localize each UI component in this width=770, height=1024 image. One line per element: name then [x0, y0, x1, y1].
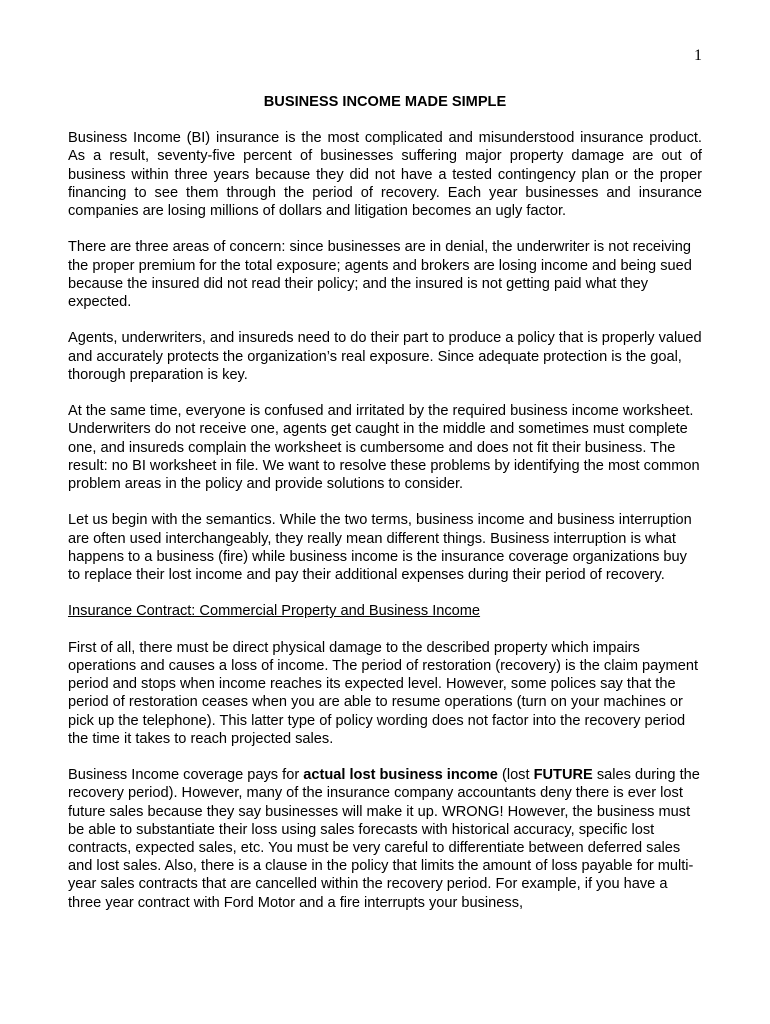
page-number: 1 — [694, 47, 702, 64]
coverage-text-2: (lost — [497, 767, 534, 784]
paragraph-areas-of-concern: There are three areas of concern: since businesses are in denial, the underwriter is not receiving the proper premium for the total exposure; agents and brokers are losing income and being sued because the insured did not read their policy; and the insured is not getting paid what they expected. — [68, 239, 692, 311]
document-title: BUSINESS INCOME MADE SIMPLE — [263, 94, 507, 110]
coverage-text-3: sales during the recovery period). However, many of the insurance company accountants deny there is ever lost future sales because they say businesses will make it up. WRONG! However, the business must be able to substantiate their loss using sales forecasts with historical accuracy, specific lost contracts, expected sales, etc. You must be very careful to differentiate between deferred sales and lost sales. Also, there is a clause in the policy that limits the amount of loss payable for multi-year sales contracts that are cancelled within the recovery period. For example, if you have a three year contract with Ford Motor and a fire interrupts your business, — [68, 767, 700, 911]
paragraph-worksheet: At the same time, everyone is confused and irritated by the required business income worksheet. Underwriters do not receive one, agents get caught in the middle and sometimes must complete one, and insureds complain the worksheet is cumbersome and does not fit their business. The result: no BI worksheet in file. We want to resolve these problems by identifying the most common problem areas in the policy and provide solutions to consider. — [68, 403, 700, 493]
paragraph-semantics: Let us begin with the semantics. While the two terms, business income and business interruption are often used interchangeably, they really mean different things. Business interruption is what happens to a business (fire) while business income is the insurance coverage organizations buy to replace their lost income and pay their additional expenses during their period of recovery. — [68, 512, 692, 584]
coverage-text-1: Business Income coverage pays for — [68, 767, 304, 784]
section-heading-insurance-contract: Insurance Contract: Commercial Property and Business Income — [68, 603, 481, 620]
paragraph-physical-damage: First of all, there must be direct physical damage to the described property which impairs operations and causes a loss of income. The period of restoration (recovery) is the claim payment period and stops when income reaches its expected level. However, some polices say that the period of restoration ceases when you are able to resume operations (turn on your machines or pick up the telephone). This latter type of policy wording does not factor into the recovery period the time it takes to reach projected sales. — [68, 639, 699, 747]
document-body — [68, 93, 702, 930]
paragraph-agents-underwriters: Agents, underwriters, and insureds need to do their part to produce a policy that is properly valued and accurately protects the organization’s real exposure. Since adequate protection is the goal, thorough preparation is key. — [68, 330, 702, 383]
coverage-bold-future: FUTURE — [533, 767, 593, 784]
coverage-bold-actual-lost: actual lost business income — [303, 767, 498, 784]
paragraph-intro: Business Income (BI) insurance is the most complicated and misunderstood insurance product. As a result, seventy-five percent of businesses suffering major property damage are out of business within three years because they did not have a tested contingency plan or the proper financing to see them through the period of recovery. Each year businesses and insurance companies are losing millions of dollars and litigation becomes an ugly factor. — [68, 130, 702, 220]
paragraph-coverage-pays — [68, 766, 702, 912]
